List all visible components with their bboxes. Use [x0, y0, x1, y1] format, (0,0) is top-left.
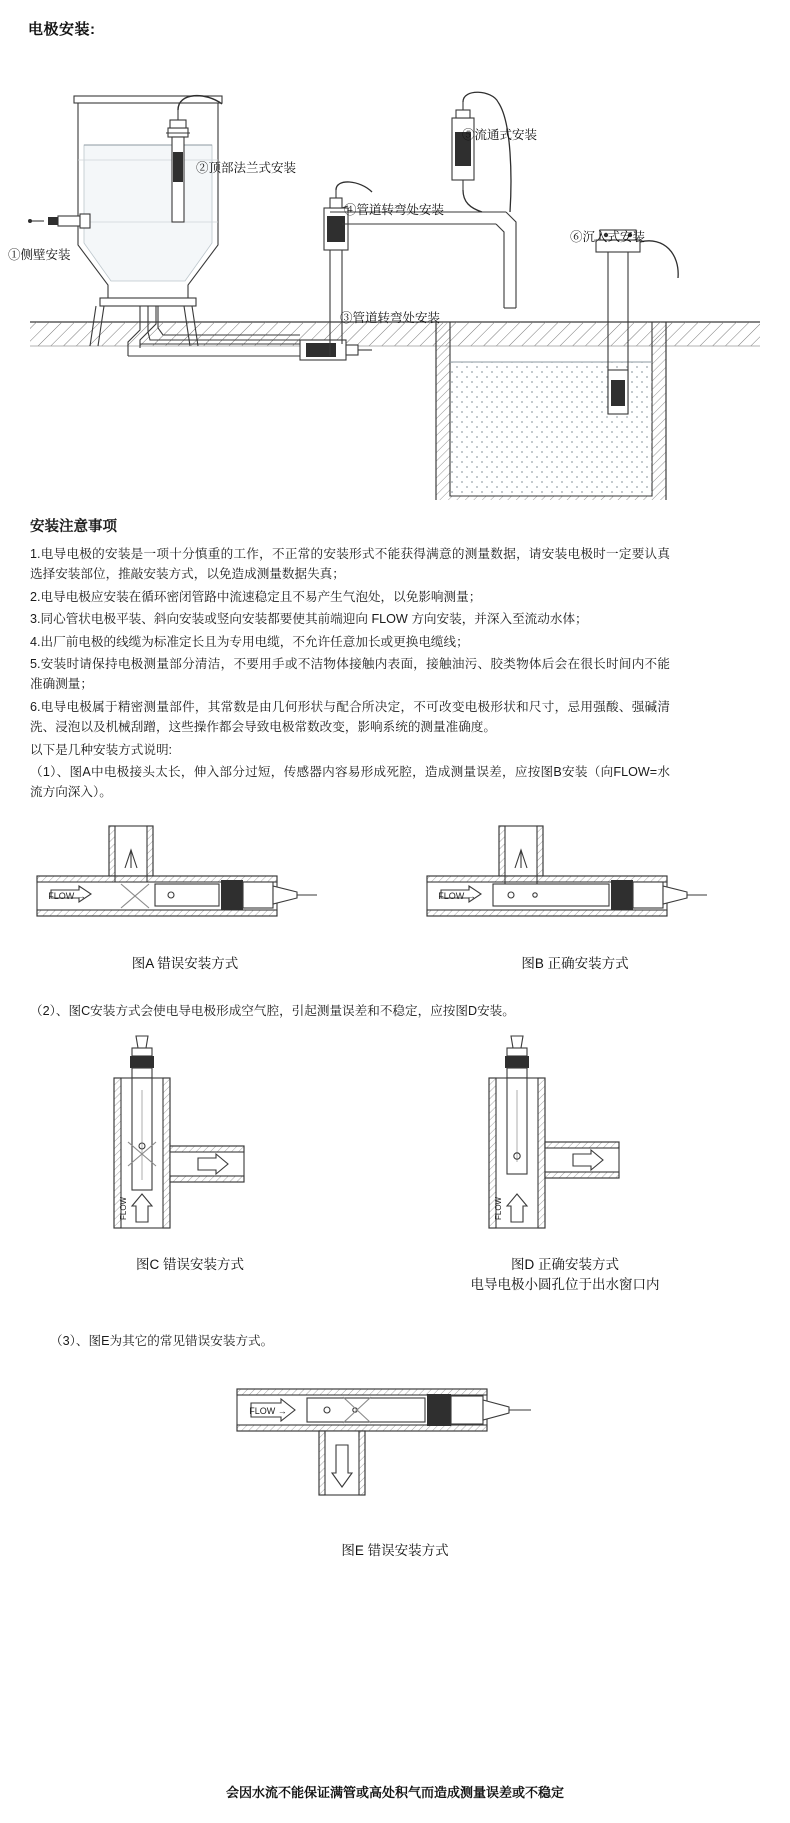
figure-b-svg — [415, 820, 735, 950]
figure-c — [40, 1030, 340, 1275]
callout-1-sidewall: ①侧壁安装 — [8, 248, 71, 262]
figure-e-note: 会因水流不能保证满管或高处积气而造成测量误差或不稳定 — [225, 1785, 564, 1800]
callout-4-pipe-bend: ④管道转弯处安装 — [344, 203, 445, 217]
figure-pair-ab — [0, 820, 790, 1000]
flow-label: FLOW — [119, 1196, 128, 1220]
figure-a-svg — [25, 820, 345, 950]
callout-3-pipe-bend: ③管道转弯处安装 — [340, 311, 441, 325]
callout-6-submersible: ⑥沉入式安装 — [570, 230, 646, 244]
flow-label: FLOW — [494, 1196, 503, 1220]
figure-c-svg — [70, 1030, 310, 1255]
note-item: 2.电导电极应安装在循环密闭管路中流速稳定且不易产生气泡处，以免影响测量； — [30, 589, 482, 604]
note-item: 3.同心管状电极平装、斜向安装或竖向安装都要使其前端迎向 FLOW 方向安装，并深入至流动水体； — [30, 612, 588, 627]
figure-d-caption-sub: 电导电极小圆孔位于出水窗口内 — [470, 1276, 660, 1292]
note-item: 1.电导电极的安装是一项十分慎重的工作，不正常的安装形式不能获得满意的测量数据，请安装电极时一定要认真选择安装部位，推敲安装方式，以免造成测量数据失真； — [30, 547, 670, 582]
figure-e — [0, 1365, 790, 1561]
figure-d — [400, 1030, 730, 1294]
electrode-sidewall — [28, 214, 90, 228]
figure-pair-cd — [0, 1030, 790, 1300]
figure-d-caption — [400, 1255, 730, 1294]
note-item: 6.电导电极属于精密测量部件，其常数是由几何形状与配合所决定，不可改变电极形状和尺寸，忌用强酸、强碱清洗、浸泡以及机械刮蹭，这些操作都会导致电极常数改变，影响系统的测量准确度。 — [30, 699, 670, 735]
figure-d-svg — [445, 1030, 685, 1255]
figure-a-caption: 图A 错误安装方式 — [131, 956, 239, 971]
figure-b-caption: 图B 正确安装方式 — [521, 956, 629, 971]
notes-heading: 安装注意事项 — [30, 519, 117, 535]
figure-e-svg — [215, 1365, 575, 1535]
paragraph-3: （3）、图E为其它的常见错误安装方式。 — [50, 1334, 274, 1348]
callout-5-flow-through: ⑤流通式安装 — [462, 128, 538, 142]
figure-c-caption: 图C 错误安装方式 — [136, 1257, 244, 1272]
paragraph-2: （2）、图C安装方式会使电导电极形成空气腔，引起测量误差和不稳定，应按图D安装。 — [30, 1004, 515, 1018]
page-title: 电极安装: — [28, 21, 96, 38]
main-installation-diagram — [0, 40, 790, 500]
paragraph-1: （1）、图A中电极接头太长，伸入部分过短，传感器内容易形成死腔，造成测量误差，应按图B安装（向FLOW=水流方向深入）。 — [30, 764, 670, 800]
callout-2-top-flange: ②顶部法兰式安装 — [196, 161, 297, 175]
note-item: 4.出厂前电极的线缆为标准定长且为专用电缆，不允许任意加长或更换电缆线； — [30, 634, 469, 649]
installation-notes — [30, 515, 670, 805]
electrode-flow-through — [452, 92, 511, 212]
figure-b — [410, 820, 740, 974]
flow-label: FLOW → — [249, 1406, 287, 1416]
notes-lead: 以下是几种安装方式说明: — [30, 742, 173, 757]
figure-e-caption: 图E 错误安装方式 — [341, 1543, 449, 1558]
figure-a — [20, 820, 350, 974]
main-diagram-svg — [0, 40, 790, 500]
flow-label: FLOW → — [48, 891, 86, 901]
flow-label: FLOW → — [438, 891, 476, 901]
note-item: 5.安装时请保持电极测量部分清洁，不要用手或不洁物体接触内表面，接触油污、胶类物体后会在很长时间内不能准确测量； — [30, 656, 670, 692]
figure-d-caption-main: 图D 正确安装方式 — [511, 1257, 619, 1272]
